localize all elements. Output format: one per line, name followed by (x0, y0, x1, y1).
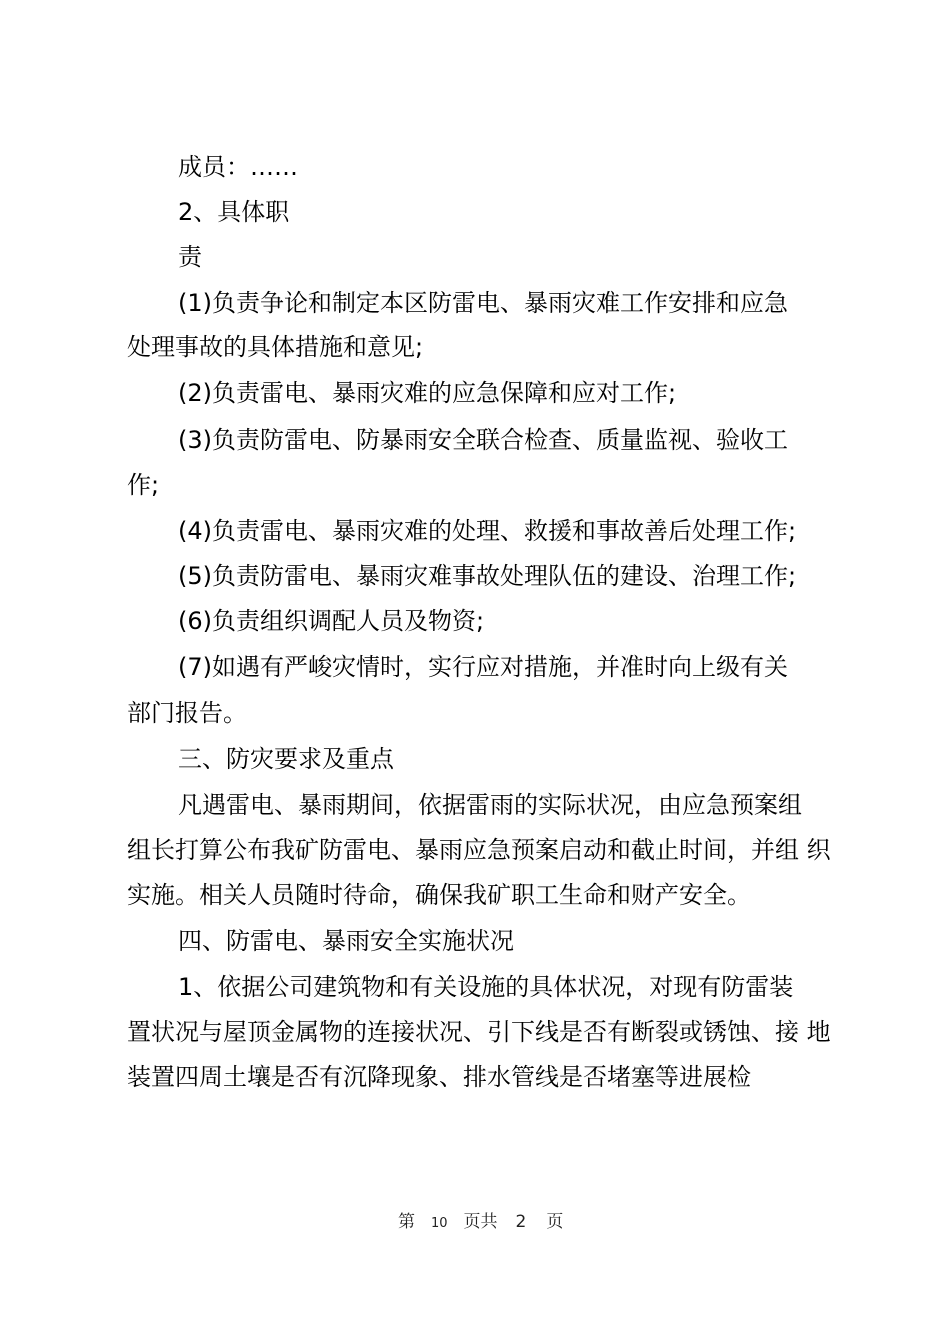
paragraph-line: (6)负责组织调配人员及物资; (178, 607, 485, 635)
footer-total: 2 (515, 1212, 527, 1232)
footer-ye-gong: 页共 (463, 1212, 498, 1232)
footer-ye: 页 (546, 1212, 564, 1232)
footer-di: 第 (398, 1212, 415, 1232)
paragraph-line: (5)负责防雷电、暴雨灾难事故处理队伍的建设、治理工作; (178, 562, 797, 590)
paragraph-line: (1)负责争论和制定本区防雷电、暴雨灾难工作安排和应急 (178, 289, 788, 317)
paragraph-line: 作; (127, 471, 160, 499)
paragraph-line: 置状况与屋顶金属物的连接状况、引下线是否有断裂或锈蚀、接 地 (127, 1018, 831, 1046)
paragraph-line: 成员：…… (178, 153, 298, 181)
paragraph-line: 组长打算公布我矿防雷电、暴雨应急预案启动和截止时间，并组 织 (127, 836, 831, 864)
section-heading: 四、防雷电、暴雨安全实施状况 (178, 927, 514, 955)
paragraph-line: (2)负责雷电、暴雨灾难的应急保障和应对工作; (178, 379, 677, 407)
footer-page-number: 10 (431, 1216, 448, 1231)
section-heading: 三、防灾要求及重点 (178, 745, 394, 773)
paragraph-line: 实施。相关人员随时待命，确保我矿职工生命和财产安全。 (127, 881, 751, 909)
paragraph-line: (7)如遇有严峻灾情时，实行应对措施，并准时向上级有关 (178, 653, 788, 681)
paragraph-line: 2、具体职 (178, 198, 290, 226)
paragraph-line: 部门报告。 (127, 699, 247, 727)
paragraph-line: (3)负责防雷电、防暴雨安全联合检查、质量监视、验收工 (178, 426, 788, 454)
paragraph-line: 凡遇雷电、暴雨期间，依据雷雨的实际状况，由应急预案组 (178, 791, 802, 819)
page-footer (398, 1210, 563, 1236)
paragraph-line: 1、依据公司建筑物和有关设施的具体状况，对现有防雷装 (178, 973, 794, 1001)
paragraph-line: 责 (178, 243, 202, 271)
paragraph-line: (4)负责雷电、暴雨灾难的处理、救援和事故善后处理工作; (178, 517, 797, 545)
paragraph-line: 装置四周土壤是否有沉降现象、排水管线是否堵塞等进展检 (127, 1063, 751, 1091)
paragraph-line: 处理事故的具体措施和意见; (127, 333, 424, 361)
